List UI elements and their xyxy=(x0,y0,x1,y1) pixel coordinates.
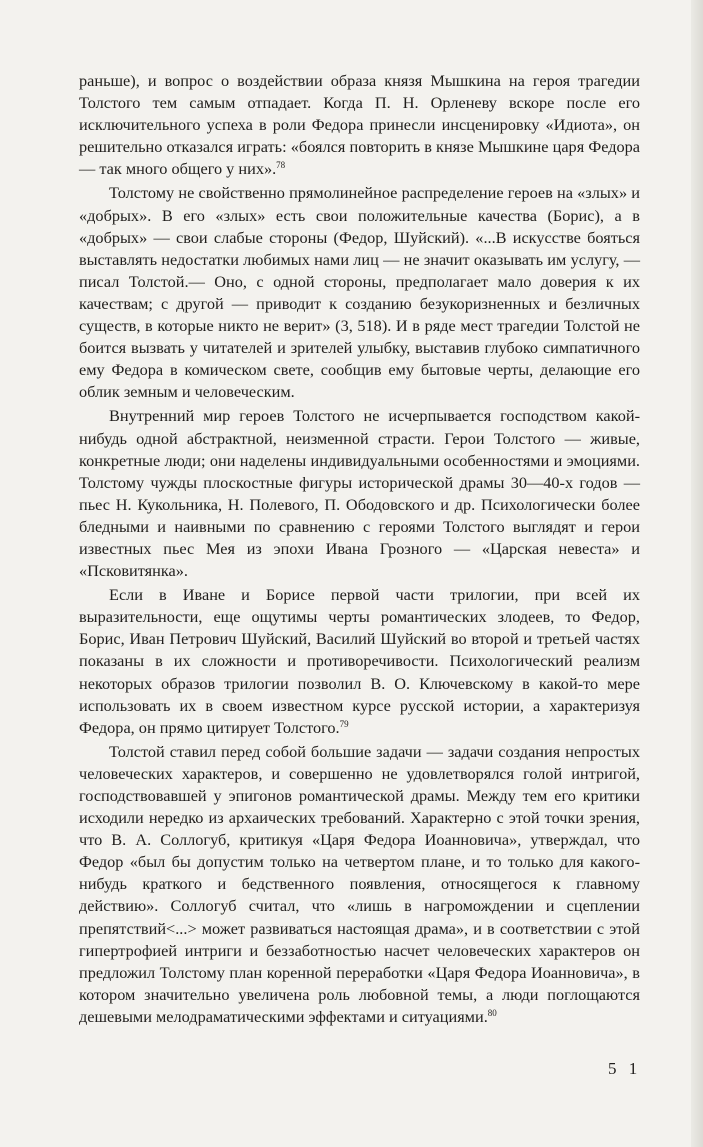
paragraph-3 xyxy=(79,405,640,582)
paragraph-text: раньше), и вопрос о воздействии образа князя Мышкина на героя трагедии Толстого тем самым отпадает. Когда П. Н. Орленеву вскоре после его исключительного успеха в роли Федора принесли инсценировку «Идиота», он решительно отказался играть: «боялся повторить в князе Мышкине царя Федора — так много общего у них». xyxy=(79,71,640,179)
footnote-ref[interactable]: 80 xyxy=(487,1007,497,1018)
footnote-ref[interactable]: 78 xyxy=(276,160,286,171)
paragraph-2 xyxy=(79,182,640,403)
paragraph-text: Если в Иване и Борисе первой части трилогии, при всей их выразительности, еще ощутимы черты романтических злодеев, то Федор, Борис, Иван Петрович Шуйский, Василий Шуйский во второй и третьей частях показаны в их сложности и противоречивости. Психологический реализм некоторых образов трилогии позволил В. О. Ключевскому в какой-то мере использовать их в своем известном курсе русской истории, а характеризуя Федора, он прямо цитирует Толстого. xyxy=(79,585,640,737)
paragraph-5 xyxy=(79,741,640,1028)
page-number: 5 1 xyxy=(608,1059,642,1078)
page-edge-shadow xyxy=(691,0,703,1147)
body-text xyxy=(79,70,640,1028)
paragraph-text: Внутренний мир героев Толстого не исчерпывается господством какой-нибудь одной абстрактной, неизменной страсти. Герои Толстого — живые, конкретные люди; они наделены индивидуальными особенностями и эмоциями. Толстому чужды плоскостные фигуры исторической драмы 30—40-х годов — пьес Н. Кукольника, Н. Полевого, П. Ободовского и др. Психологически более бледными и наивными по сравнению с героями Толстого выглядят и герои известных пьес Мея из эпохи Ивана Грозного — «Царская невеста» и «Псковитянка». xyxy=(79,406,640,581)
paragraph-text: Толстой ставил перед собой большие задачи — задачи создания непростых человеческих характеров, и совершенно не удовлетворялся голой интригой, господствовавшей у эпигонов романтической драмы. Между тем его критики исходили нередко из архаических требований. Характерно с этой точки зрения, что В. А. Соллогуб, критикуя «Царя Федора Иоанновича», утверждал, что Федор «был бы допустим только на четвертом плане, и то только для какого-нибудь краткого и бедственного появления, относящегося к главному действию». Соллогуб считал, что «лишь в нагромождении и сцеплении препятствий<...> может развиваться настоящая драма», и в соответствии с этой гипертрофией интриги и беззаботностью насчет человеческих характеров он предложил Толстому план коренной переработки «Царя Федора Иоанновича», в котором значительно увеличена роль любовной темы, а люди поглощаются дешевыми мелодраматическими эффектами и ситуациями. xyxy=(79,741,640,1026)
paragraph-text: Толстому не свойственно прямолинейное распределение героев на «злых» и «добрых». В его «злых» есть свои положительные качества (Борис), а в «добрых» — свои слабые стороны (Федор, Шуйский). «...В искусстве бояться выставлять недостатки любимых нами лиц — не значит оказывать им услугу, — писал Толстой.— Оно, с одной стороны, предполагает мало доверия к их качествам; с другой — приводит к созданию безукоризненных и безличных существ, в которые никто не верит» (3, 518). И в ряде мест трагедии Толстой не боится вызвать у читателей и зрителей улыбку, выставив глубоко симпатичного ему Федора в комическом свете, сообщив ему бытовые черты, делающие его облик земным и человеческим. xyxy=(79,183,640,402)
paragraph-1 xyxy=(79,70,640,180)
paragraph-4 xyxy=(79,584,640,739)
footnote-ref[interactable]: 79 xyxy=(339,718,349,729)
